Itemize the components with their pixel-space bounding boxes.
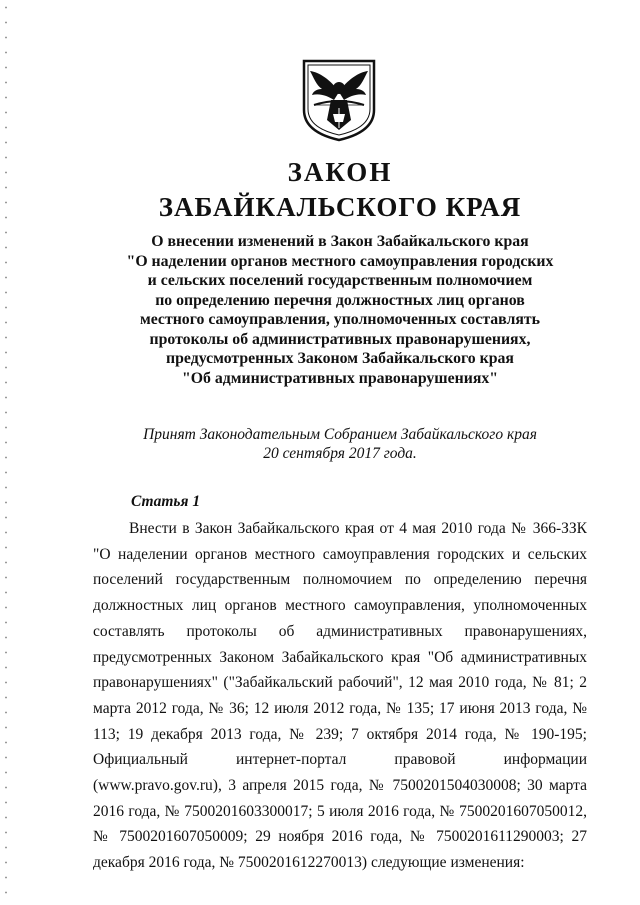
- document-title-region: ЗАБАЙКАЛЬСКОГО КРАЯ: [158, 192, 522, 222]
- binding-edge-dots: [5, 0, 7, 905]
- subject-line: протоколы об административных правонарушениях,: [149, 330, 531, 348]
- subject-line: и сельских поселений государственным полномочием: [147, 272, 533, 289]
- subject-line: "Об административных правонарушениях": [181, 369, 499, 387]
- adoption-body: Принят Законодательным Собранием Забайкальского края: [143, 426, 537, 443]
- subject-line: по определению перечня должностных лиц органов: [155, 291, 525, 309]
- coat-of-arms-eagle-icon: [301, 58, 377, 142]
- subject-line: предусмотренных Законом Забайкальского края: [166, 350, 514, 367]
- article-body: [93, 516, 587, 876]
- article-body-text: Внести в Закон Забайкальского края от 4 мая 2010 года № 366-ЗЗК "О наделении органов местного самоуправления городских и сельских поселений государственным полномочием по определению перечня должностных лиц органов местного самоуправления, уполномоченных составлять протоколы об административных правонарушениях, предусмотренных Законом Забайкальского края "Об административных правонарушениях" ("Забайкальский рабочий", 12 мая 2010 года, № 81; 2 марта 2012 года, № 36; 12 июля 2012 года, № 135; 17 июня 2013 года, № 113; 19 декабря 2013 года, № 239; 7 октября 2014 года, № 190-195; Официальный интернет-портал правовой информации (www.pravo.gov.ru), 3 апреля 2015 года, № 7500201504030008; 30 марта 2016 года, № 7500201603300017; 5 июля 2016 года, № 7500201607050012, № 7500201607050009; 29 ноября 2016 года, № 7500201611290003; 27 декабря 2016 года, № 7500201612270013) следующие изменения:: [93, 520, 587, 872]
- law-subject-heading: [80, 232, 600, 388]
- subject-line: "О наделении органов местного самоуправления городских: [126, 252, 554, 270]
- subject-line: местного самоуправления, уполномоченных составлять: [139, 311, 541, 328]
- adoption-note: [90, 425, 590, 463]
- article-heading: Статья 1: [131, 493, 201, 510]
- adoption-date: 20 сентября 2017 года.: [263, 445, 417, 462]
- subject-line: О внесении изменений в Закон Забайкальского края: [151, 233, 529, 250]
- document-title: ЗАКОН: [287, 157, 393, 187]
